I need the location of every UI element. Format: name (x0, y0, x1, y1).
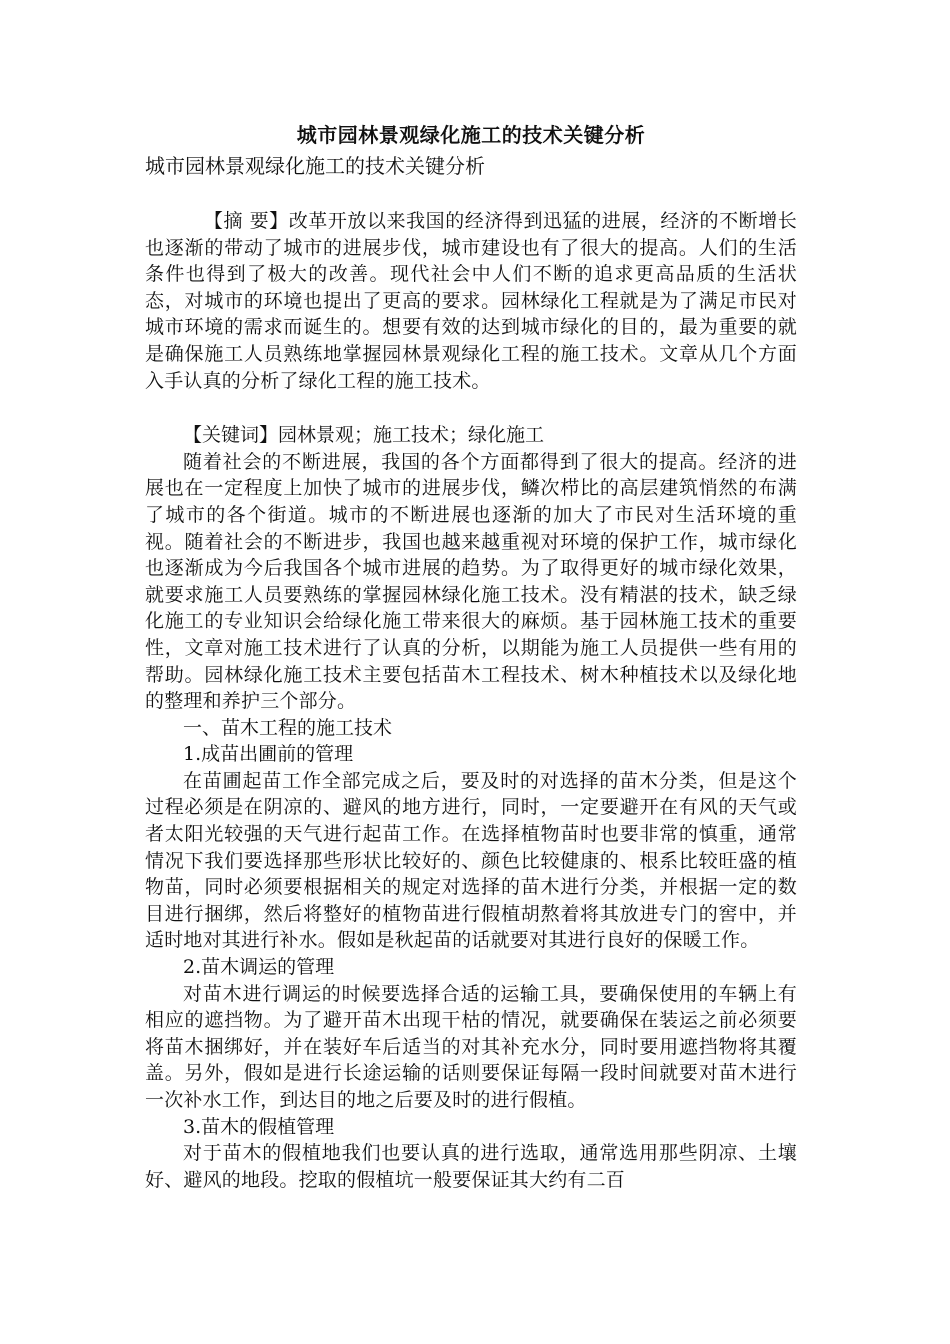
subsection-body-1: 在苗圃起苗工作全部完成之后，要及时的对选择的苗木分类，但是这个过程必须是在阴凉的、避风的地方进行，同时，一定要避开在有风的天气或者太阳光较强的天气进行起苗工作。在选择植物苗时也要非常的慎重，通常情况下我们要选择那些形状比较好的、颜色比较健康的、根系比较旺盛的植物苗，同时必须要根据相关的规定对选择的苗木进行分类，并根据一定的数目进行捆绑，然后将整好的植物苗进行假植胡熬着将其放进专门的窖中，并适时地对其进行补水。假如是秋起苗的话就要对其进行良好的保暖工作。 (145, 769, 797, 952)
document-page (145, 118, 797, 1193)
subsection-heading-1: 1.成苗出圃前的管理 (183, 743, 354, 766)
subsection-body-2: 对苗木进行调运的时候要选择合适的运输工具，要确保使用的车辆上有相应的遮挡物。为了避开苗木出现干枯的情况，就要确保在装运之前必须要将苗木捆绑好，并在装好车后适当的对其补充水分，同时要用遮挡物将其覆盖。另外，假如是进行长途运输的话则要保证每隔一段时间就要对苗木进行一次补水工作，到达目的地之后要及时的进行假植。 (145, 982, 797, 1111)
document-title: 城市园林景观绿化施工的技术关键分析 (296, 123, 646, 147)
abstract-paragraph: 【摘 要】改革开放以来我国的经济得到迅猛的进展，经济的不断增长也逐渐的带动了城市的进展步伐，城市建设也有了很大的提高。人们的生活条件也得到了极大的改善。现代社会中人们不断的追求更高品质的生活状态，对城市的环境也提出了更高的要求。园林绿化工程就是为了满足市民对城市环境的需求而诞生的。想要有效的达到城市绿化的目的，最为重要的就是确保施工人员熟练地掌握园林景观绿化工程的施工技术。文章从几个方面入手认真的分析了绿化工程的施工技术。 (145, 210, 797, 392)
intro-paragraph: 随着社会的不断进展，我国的各个方面都得到了很大的提高。经济的进展也在一定程度上加快了城市的进展步伐，鳞次栉比的高层建筑悄然的布满了城市的各个街道。城市的不断进展也逐渐的加大了市民对生活环境的重视。随着社会的不断进步，我国也越来越重视对环境的保护工作，城市绿化也逐渐成为今后我国各个城市进展的趋势。为了取得更好的城市绿化效果，就要求施工人员要熟练的掌握园林绿化施工技术。没有精湛的技术，缺乏绿化施工的专业知识会给绿化施工带来很大的麻烦。基于园林施工技术的重要性，文章对施工技术进行了认真的分析，以期能为施工人员提供一些有用的帮助。园林绿化施工技术主要包括苗木工程技术、树木种植技术以及绿化地的整理和养护三个部分。 (145, 450, 797, 713)
keywords-line: 【关键词】园林景观；施工技术；绿化施工 (183, 424, 545, 447)
subsection-heading-3: 3.苗木的假植管理 (183, 1115, 335, 1138)
subsection-heading-2: 2.苗木调运的管理 (183, 956, 335, 979)
blank-line (145, 180, 797, 208)
document-subtitle: 城市园林景观绿化施工的技术关键分析 (145, 154, 485, 178)
section-heading-1: 一、苗木工程的施工技术 (183, 716, 393, 739)
blank-line (145, 394, 797, 422)
subsection-body-3: 对于苗木的假植地我们也要认真的进行选取，通常选用那些阴凉、土壤好、避风的地段。挖取的假植坑一般要保证其大约有二百 (145, 1142, 797, 1191)
